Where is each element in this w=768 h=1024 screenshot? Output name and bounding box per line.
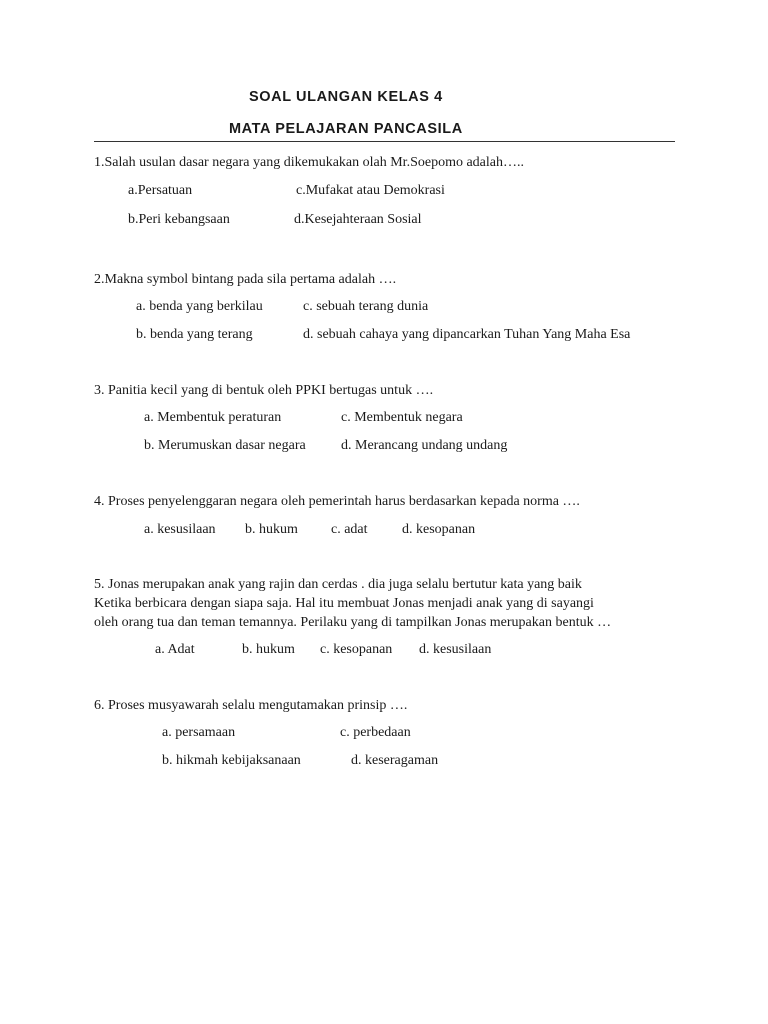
question-3-option-b: b. Merumuskan dasar negara [144, 438, 306, 453]
question-5-text-line-3: oleh orang tua dan teman temannya. Perilaku yang di tampilkan Jonas merupakan bentuk … [94, 615, 612, 630]
question-5-text-line-2: Ketika berbicara dengan siapa saja. Hal itu membuat Jonas menjadi anak yang di sayangi [94, 596, 594, 611]
page-subtitle: MATA PELAJARAN PANCASILA [229, 121, 463, 137]
question-5-option-a: a. Adat [155, 642, 195, 657]
question-6-option-c: c. perbedaan [340, 725, 411, 740]
question-3-option-c: c. Membentuk negara [341, 410, 463, 425]
question-4-option-b: b. hukum [245, 522, 298, 537]
question-5-option-d: d. kesusilaan [419, 642, 492, 657]
question-1-option-d: d.Kesejahteraan Sosial [294, 212, 422, 227]
question-4-option-c: c. adat [331, 522, 368, 537]
question-3-option-d: d. Merancang undang undang [341, 438, 508, 453]
question-6-text: 6. Proses musyawarah selalu mengutamakan prinsip …. [94, 698, 408, 713]
question-2-option-d: d. sebuah cahaya yang dipancarkan Tuhan Yang Maha Esa [303, 327, 631, 342]
question-6-option-d: d. keseragaman [351, 753, 439, 768]
question-1-option-a: a.Persatuan [128, 183, 193, 198]
question-2-text: 2.Makna symbol bintang pada sila pertama adalah …. [94, 272, 397, 287]
question-5-text-line-1: 5. Jonas merupakan anak yang rajin dan cerdas . dia juga selalu bertutur kata yang baik [94, 577, 582, 592]
question-2-option-c: c. sebuah terang dunia [303, 299, 429, 314]
question-1-option-c: c.Mufakat atau Demokrasi [296, 183, 445, 198]
question-4-option-d: d. kesopanan [402, 522, 476, 537]
question-2-option-b: b. benda yang terang [136, 327, 253, 342]
question-1-option-b: b.Peri kebangsaan [128, 212, 230, 227]
question-1-text: 1.Salah usulan dasar negara yang dikemukakan olah Mr.Soepomo adalah….. [94, 155, 524, 170]
question-4-text: 4. Proses penyelenggaran negara oleh pemerintah harus berdasarkan kepada norma …. [94, 494, 580, 509]
title-divider [94, 141, 675, 142]
question-6-option-b: b. hikmah kebijaksanaan [162, 753, 301, 768]
question-5-option-c: c. kesopanan [320, 642, 393, 657]
question-2-option-a: a. benda yang berkilau [136, 299, 263, 314]
question-3-option-a: a. Membentuk peraturan [144, 410, 282, 425]
question-4-option-a: a. kesusilaan [144, 522, 216, 537]
question-5-option-b: b. hukum [242, 642, 295, 657]
question-6-option-a: a. persamaan [162, 725, 236, 740]
page-title: SOAL ULANGAN KELAS 4 [249, 89, 443, 105]
question-3-text: 3. Panitia kecil yang di bentuk oleh PPKI bertugas untuk …. [94, 383, 434, 398]
